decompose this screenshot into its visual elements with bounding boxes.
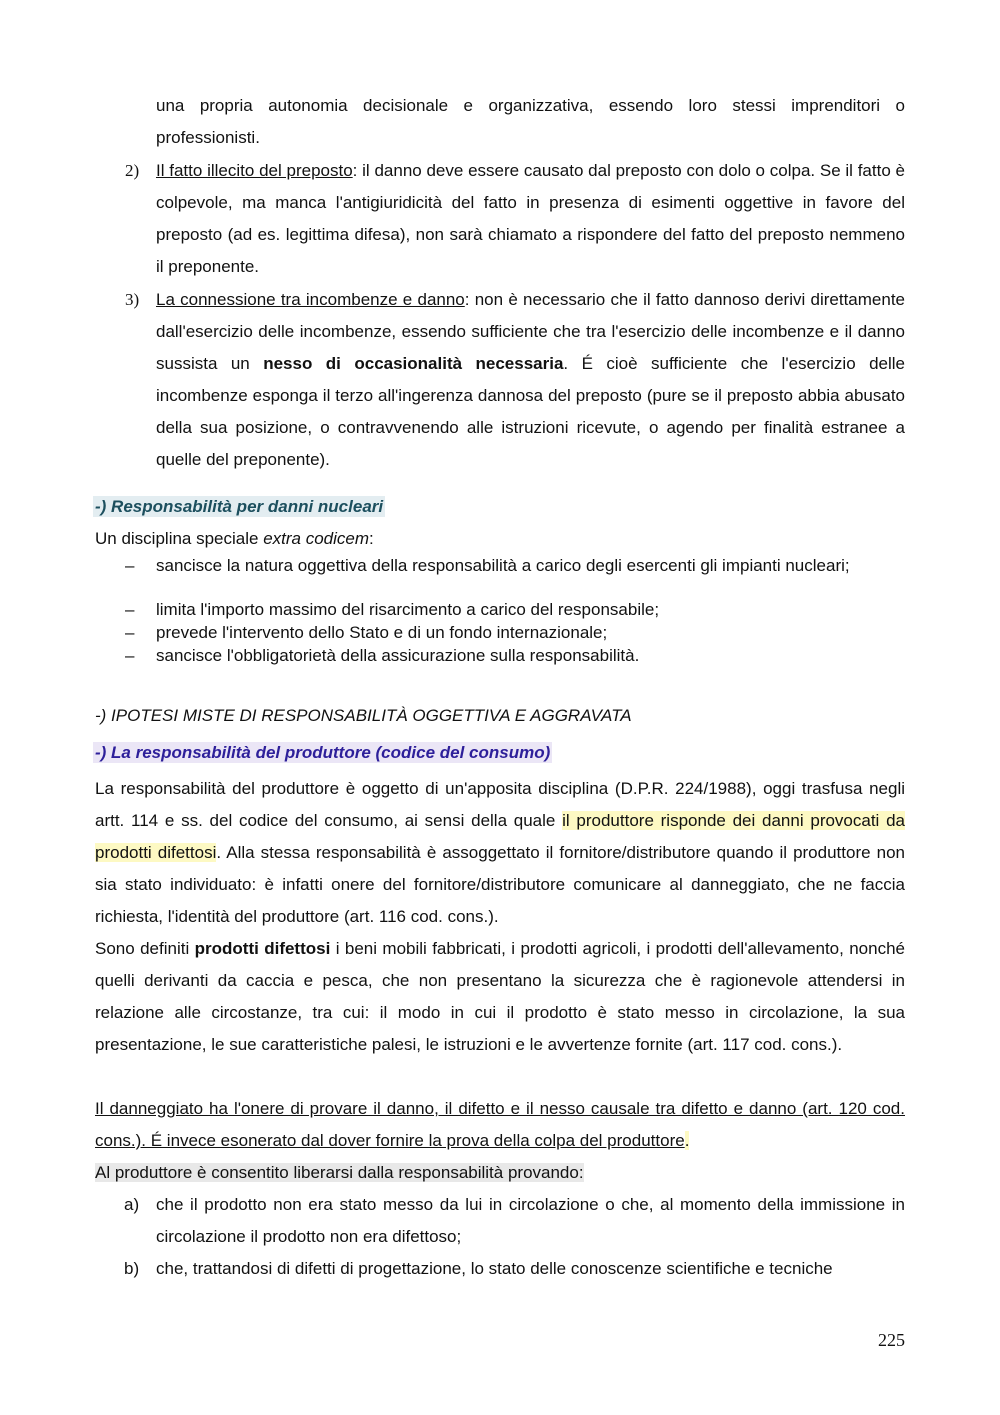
italic-term: extra codicem [263,529,370,548]
paragraph-prodotti-difettosi [95,933,905,1061]
continuation-paragraph: una propria autonomia decisionale e organizzativa, essendo loro stessi imprenditori o professionisti. [156,96,905,147]
list-letter: b) [124,1259,140,1278]
bullet-item: prevede l'intervento dello Stato e di un fondo internazionale; [156,623,608,642]
section-heading [95,491,905,523]
bullet-item: limita l'importo massimo del risarcimento a carico del responsabile; [156,600,660,619]
paragraph-text: La responsabilità del produttore è oggetto di un'apposita disciplina (D.P.R. 224/1988), oggi trasfusa negli artt. 114 e ss. del codice del consumo, ai sensi della quale [95,779,905,830]
highlighted-text: Al produttore è consentito liberarsi dalla responsabilità provando: [95,1163,584,1182]
bullet-item: sancisce la natura oggettiva della responsabilità a carico degli esercenti gli impianti nucleari; [156,556,850,575]
underlined-text: Il danneggiato ha l'onere di provare il danno, il difetto e il nesso causale tra difetto e danno (art. 120 cod. cons.). É invece esonerato dal dover fornire la prova della colpa del produttore [95,1099,905,1150]
item-text: : non è necessario che il fatto dannoso derivi direttamente dall'esercizio delle incombenze, essendo sufficiente che tra l'esercizio delle incombenze e il danno sussista un [156,290,905,373]
item-text: . É cioè sufficiente che l'esercizio delle incombenze esponga il terzo all'ingerenza dannosa del preposto (pure se il preposto abbia abusato della sua posizione, o contravvenendo alle istruzioni ricevute, o agendo per finalità estranee a quelle del preponente). [156,354,906,469]
paragraph-text: i beni mobili fabbricati, i prodotti agricoli, i prodotti dell'allevamento, nonché quelli derivanti da caccia e pesca, che non presentano la sicurezza che è ragionevole attendersi in relazione alle circostanze, tra cui: il modo in cui il prodotto è stato messo in circolazione, la sua presentazione, le sue caratteristiche palesi, le istruzioni e le avvertenze fornite (art. 117 cod. cons.). [95,939,906,1054]
paragraph-onere-prova [95,1093,905,1157]
underlined-term: Il fatto illecito del preposto [156,161,353,180]
paragraph-text: Sono definiti [95,939,195,958]
paragraph-liberarsi [95,1157,905,1189]
heading-nucleari: -) Responsabilità per danni nucleari [95,497,384,516]
item-text: : il danno deve essere causato dal preposto con dolo o colpa. Se il fatto è colpevole, ma manca l'antigiuridicità del fatto in presenza di esimenti oggettive in favore del preposto (ad es. legittima difesa), non sarà chiamato a rispondere del fatto del preposto nemmeno il preponente. [156,161,905,276]
highlighted-text: il produttore risponde dei danni provocati da prodotti difettosi [95,811,905,862]
heading-ipotesi-miste: -) IPOTESI MISTE DI RESPONSABILITÀ OGGETTIVA E AGGRAVATA [95,706,632,725]
section-heading [95,737,905,769]
intro-text: Un disciplina speciale [95,529,264,548]
list-item-connessione [156,284,905,476]
list-letter: a) [124,1195,140,1214]
list-item-fatto-illecito [156,155,905,283]
highlighted-period: . [684,1131,690,1150]
intro-colon: : [369,529,374,548]
bold-term: prodotti difettosi [194,939,331,958]
alpha-list-item: che, trattandosi di difetti di progettazione, lo stato delle conoscenze scientifiche e tecniche [156,1259,833,1278]
list-number: 2) [125,161,140,180]
underlined-term: La connessione tra incombenze e danno [156,290,465,309]
dash-bullet: – [125,600,135,619]
bold-term: nesso di occasionalità necessaria [263,354,564,373]
paragraph-text: . Alla stessa responsabilità è assoggettato il fornitore/distributore quando il produttore non sia stato individuato: è infatti onere del fornitore/distributore comunicare al danneggiato, che ne faccia richiesta, l'identità del produttore (art. 116 cod. cons.). [95,843,905,926]
paragraph-produttore [95,773,905,933]
page-number: 225 [878,1330,905,1350]
bullet-item: sancisce l'obbligatorietà della assicurazione sulla responsabilità. [156,646,640,665]
dash-bullet: – [125,646,135,665]
heading-produttore: -) La responsabilità del produttore (codice del consumo) [95,743,551,762]
dash-bullet: – [125,556,135,575]
dash-bullet: – [125,623,135,642]
list-number: 3) [125,290,140,309]
alpha-list-item: che il prodotto non era stato messo da lui in circolazione o che, al momento della immissione in circolazione il prodotto non era difettoso; [156,1195,905,1246]
intro-line [95,527,905,550]
